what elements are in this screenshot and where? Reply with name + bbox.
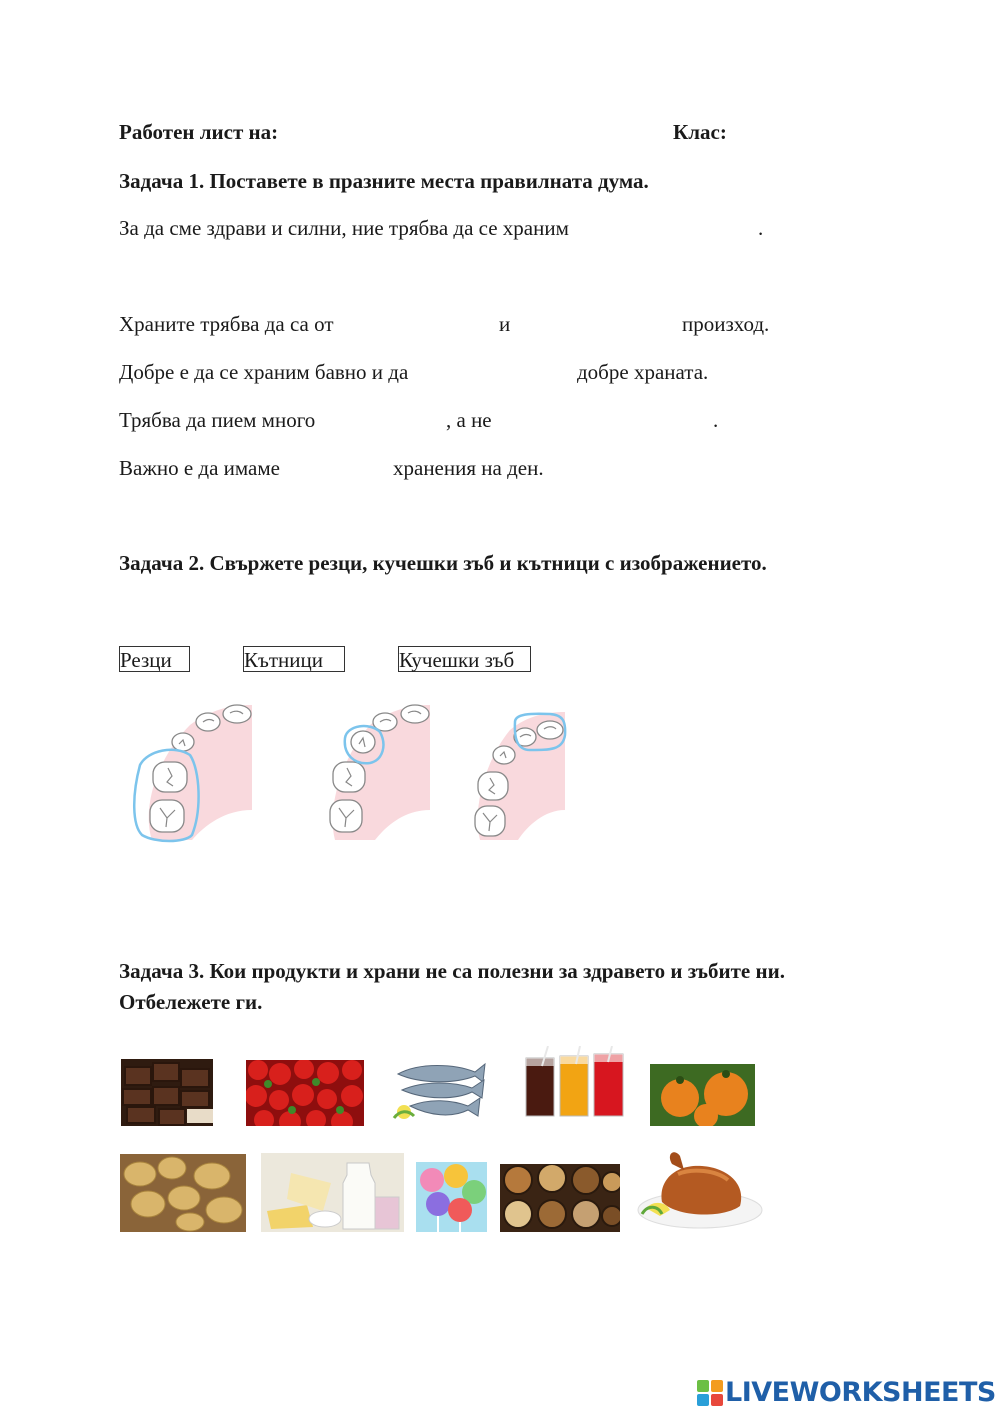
task1-sentence5: Важно е да имаме [119, 456, 280, 480]
task1-sentence4-end: . [713, 408, 719, 432]
blank-input-3[interactable] [520, 312, 675, 337]
blank-input-6[interactable] [503, 408, 708, 433]
task1-sentence4: Трябва да пием много [119, 408, 316, 432]
task1-title: Задача 1. Поставете в празните места правилната дума. [119, 169, 649, 193]
worksheet-owner-label: Работен лист на: [119, 120, 279, 144]
task1-sentence5-end: хранения на ден. [393, 456, 544, 480]
teeth-diagram-incisors[interactable] [470, 700, 570, 845]
teeth-diagram-molars[interactable] [130, 700, 260, 845]
food-strawberries[interactable] [246, 1060, 364, 1126]
task1-sentence3: Добре е да се храним бавно и да [119, 360, 409, 384]
label-canine[interactable]: Кучешки зъб [398, 646, 531, 672]
label-incisors[interactable]: Резци [119, 646, 190, 672]
task1-sentence4-mid: , а не [446, 408, 492, 432]
food-chocolate[interactable] [121, 1059, 213, 1126]
task3-title-line1: Задача 3. Кои продукти и храни не са полезни за здравето и зъбите ни. [119, 959, 785, 983]
task1-sentence1: За да сме здрави и силни, ние трябва да се храним [119, 216, 569, 240]
logo-text: LIVEWORKSHEETS [725, 1377, 996, 1408]
blank-input-1[interactable] [628, 216, 753, 241]
blank-input-5[interactable] [345, 408, 442, 433]
food-dairy[interactable] [261, 1153, 404, 1232]
blank-input-4[interactable] [448, 360, 570, 385]
food-soft-drinks[interactable] [520, 1046, 629, 1126]
task1-sentence2-mid: и [499, 312, 511, 336]
task1-sentence2-end: произход. [682, 312, 770, 336]
food-nuts[interactable] [500, 1164, 620, 1232]
task1-sentence2: Храните трябва да са от [119, 312, 334, 336]
task1-sentence1-end: . [758, 216, 764, 240]
teeth-diagram-canine[interactable] [325, 700, 435, 845]
blank-input-2[interactable] [365, 312, 493, 337]
label-molars[interactable]: Кътници [243, 646, 345, 672]
task2-title: Задача 2. Свържете резци, кучешки зъб и кътници с изображението. [119, 551, 767, 575]
logo-icon [697, 1380, 723, 1406]
food-roast-chicken[interactable] [632, 1144, 764, 1232]
food-fish[interactable] [390, 1052, 487, 1127]
blank-input-7[interactable] [303, 456, 388, 481]
food-lollipops[interactable] [416, 1162, 487, 1232]
task3-title-line2: Отбележете ги. [119, 990, 263, 1014]
food-persimmons[interactable] [650, 1064, 755, 1126]
liveworksheets-logo[interactable] [697, 1378, 996, 1408]
task1-sentence3-end: добре храната. [577, 360, 709, 384]
class-label: Клас: [673, 120, 727, 144]
food-potatoes[interactable] [120, 1154, 246, 1232]
